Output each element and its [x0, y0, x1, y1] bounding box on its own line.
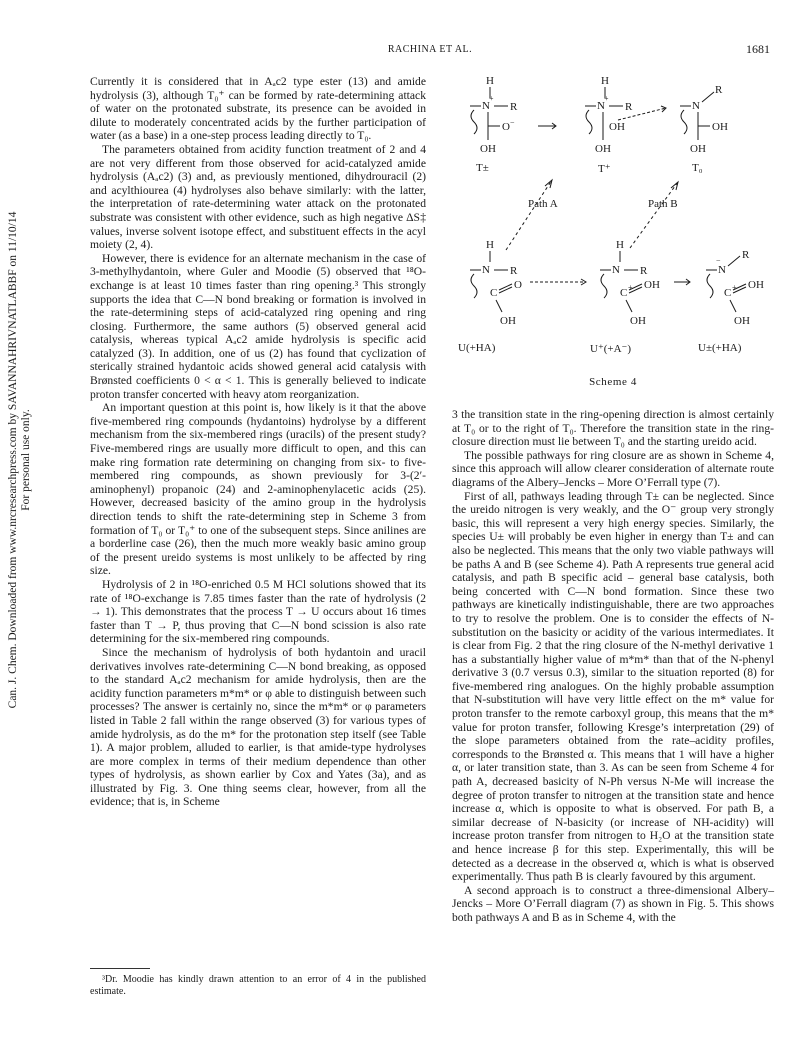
svg-text:H: H	[616, 239, 624, 251]
label-path-b: Path B	[648, 198, 678, 210]
svg-text:O: O	[502, 121, 510, 133]
arrow	[538, 123, 556, 129]
svg-text:R: R	[715, 84, 723, 96]
paragraph: However, there is evidence for an alternate mechanism in the case of 3-methylhydantoin, where Guler and Moodie (5) observed that ¹⁸O-exchange is at least 10 times faster than ring opening.³ This strongly supports the idea that C—N bond breaking or formation is involved in the rate-determining steps of acid-catalyzed ring opening and ring closing. Furthermore, the same authors (5) observed general acid catalysis, whereas typical Aₐc2 amide hydrolysis is specific acid catalyzed (3). In addition, one of us (2) has found that cyclization of sterically strained hydantoic acids showed general acid catalysis with Brønsted coefficients 0 < α < 1. This is generally believed to indicate proton transfer concerted with heavy atom reorganization.	[90, 251, 426, 401]
path-arrows	[506, 180, 678, 250]
structure-u-plus-minus	[706, 249, 764, 327]
page-header	[90, 44, 770, 60]
label-u-plus: U⁺(+A⁻)	[590, 343, 632, 355]
paragraph: Since the mechanism of hydrolysis of both hydantoin and uracil derivatives involves rate-determining C—N bond breaking, as opposed to the standard Aₐc2 mechanism for amide hydrolysis, then are the acidity function parameters m*m* or φ able to distinguish between such processes? The answer is certainly no, since the m*m* or φ parameters listed in Table 2 fall within the range observed (3) for various types of amide hydrolysis, as do the m* for the protonation step itself (see Table 1). A major problem, alluded to earlier, is that amide-type hydrolyses are more complex in terms of their medium dependence than other types of hydrolysis, as shown earlier by Cox and Yates (3a), and as illustrated by Fig. 3. One thing seems clear, however, from all the evidence; that is, in Scheme	[90, 645, 426, 809]
svg-text:H: H	[601, 75, 609, 87]
left-column	[90, 75, 426, 809]
running-title: RACHINA ET AL.	[387, 44, 473, 55]
label-path-a: Path A	[528, 198, 558, 210]
label-u: U(+HA)	[458, 342, 496, 354]
svg-text:−: −	[510, 118, 515, 127]
paragraph: First of all, pathways leading through T± can be neglected. Since the ureido nitrogen is very weakly, and the O⁻ group very strongly basic, this will represent a very high energy species. Similarly, the species U± will probably be even higher in energy than T± and can also be neglected. This means that the only two viable pathways will be paths A and B (see Scheme 4). Path A represents true general acid catalysis, and path B specific acid – general base catalysis, both being concerted with C—N bond formation. Since these two pathways are kinetically indistinguishable, there are two approaches to try to resolve the problem. One is to consider the effects of N-substitution on the basicity or acidity of the various intermediates. It is clear from Fig. 2 that the ring closure of the N-methyl derivative 1 has a substantially higher value of m*m* than that of the N-phenyl derivative 3 (0.7 versus 0.3), similar to the situation reported (8) for five-membered ring analogues. On the highly probable assumption that N-substitution will have very little effect on the m* value for proton transfer to the remote carboxyl group, this means that the m* value for proton transfer, following Kresge’s interpretation (29) of the slope parameters obtained from the rate–acidity profiles, corresponds to the Brønsted α. This means that 1 will have a higher α, or later transition state, than 3. As can be seen from Scheme 4 for path A, decreased basicity of N-Ph versus N-Me will increase the degree of proton transfer to nitrogen at the transition state and hence increase α, which is opposite to what is observed. For path B, a similar decrease of N-basicity (or increase of NH-acidity) will increase proton transfer from nitrogen to H₂O at the transition state and hence increase β for this step. Experimentally, this will be detected as a decrease in the observed α, which is what is observed experimentally. Thus path B is clearly favoured by this argument.	[452, 489, 774, 884]
svg-text:OH: OH	[748, 279, 764, 291]
paragraph: A second approach is to construct a three-dimensional Albery–Jencks – More O’Ferrall diagram (7) as shown in Fig. 5. This shows both pathways A and B as in Scheme 4, with the	[452, 883, 774, 924]
svg-text:H: H	[486, 239, 494, 251]
structure-t-plus	[585, 75, 666, 155]
svg-text:OH: OH	[690, 143, 706, 155]
svg-text:OH: OH	[500, 315, 516, 327]
download-watermark	[2, 211, 38, 709]
svg-text:N: N	[692, 100, 700, 112]
paragraph: An important question at this point is, how likely is it that the above five-membered ring compounds (hydantoins) hydrolyse by a different mechanism from the six-membered rings (uracils) of the present study? Five-membered rings are usually more difficult to open, and this can make ring formation rate determining on changing from six- to five-membered ring compounds, as shown previously for 3-(2′-aminophenyl) propanoic (24) and 2-aminophenylacetic acids (25). However, decreased basicity of the amino group in the hydrolysis direction tends to shift the rate-determining step in Scheme 3 from formation of T₀ or T₀⁺ to one of the subsequent steps. Since anilines are a borderline case (26), then the much more weakly basic amino group of the present ureido systems is most unlikely to be affected by ring size.	[90, 401, 426, 578]
svg-text:N: N	[597, 100, 605, 112]
structure-t0	[680, 84, 728, 155]
structure-t-plus-minus	[470, 75, 518, 155]
svg-text:−: −	[716, 256, 721, 265]
paragraph: 3 the transition state in the ring-opening direction is almost certainly at T₀ or to the right of T₀. Therefore the transition state in the ring-closure direction must lie between T₀ and the starting ureido acid.	[452, 408, 774, 449]
svg-text:OH: OH	[712, 121, 728, 133]
svg-text:C: C	[620, 287, 628, 299]
label-t0: T₀	[692, 162, 703, 174]
label-t-plus-minus: T±	[476, 162, 489, 174]
svg-text:OH: OH	[644, 279, 660, 291]
footnote: ³Dr. Moodie has kindly drawn attention to an error of 4 in the published estimate.	[90, 974, 426, 997]
svg-text:OH: OH	[734, 315, 750, 327]
download-watermark-text	[7, 212, 33, 709]
watermark-line-1: Can. J. Chem. Downloaded from www.nrcresearchpress.com by SAVANNAHRIVNATLABBF on 11/10/14	[7, 211, 19, 709]
svg-text:+: +	[732, 283, 737, 292]
svg-text:+: +	[604, 94, 609, 103]
path-a-arrowhead	[545, 180, 552, 188]
svg-text:N: N	[718, 264, 726, 276]
svg-text:N: N	[482, 100, 490, 112]
svg-text:R: R	[510, 101, 518, 113]
paragraph: The parameters obtained from acidity function treatment of 2 and 4 are not very different from those observed for acid-catalyzed amide hydrolysis (Aₐc2) (3) and, as previously mentioned, dihydrouracil (2) and acylthiourea (4) hydrolyses also behave similarly: with the latter, the interpretation of rate-determining water attack on the protonated substrate was consistent with other evidence, such as high negative ΔS‡ values, inverse solvent isotope effect, and substituent effects in the acyl moiety (2, 4).	[90, 142, 426, 252]
footnote-rule	[90, 968, 150, 969]
svg-text:R: R	[742, 249, 750, 261]
svg-text:OH: OH	[480, 143, 496, 155]
paragraph: The possible pathways for ring closure are as shown in Scheme 4, since this approach will allow clearer consideration of alternate route diagrams of the Albery–Jencks – More O’Ferrall type (7).	[452, 448, 774, 489]
structure-u	[470, 239, 586, 327]
svg-text:N: N	[612, 264, 620, 276]
svg-text:R: R	[640, 265, 648, 277]
svg-text:OH: OH	[609, 121, 625, 133]
watermark-line-2: For personal use only.	[20, 409, 32, 511]
scheme-caption: Scheme 4	[589, 376, 637, 388]
svg-text:R: R	[625, 101, 633, 113]
label-t-plus: T⁺	[598, 163, 611, 175]
svg-text:+: +	[628, 283, 633, 292]
svg-text:+: +	[489, 94, 494, 103]
label-u-plus-minus: U±(+HA)	[698, 342, 742, 354]
svg-text:N: N	[482, 264, 490, 276]
svg-text:OH: OH	[630, 315, 646, 327]
paragraph: Currently it is considered that in Aₐc2 type ester (13) and amide hydrolysis (3), although T₀⁺ can be formed by rate-determining attack of water on the protonated substrate, its presence can be avoided in dilute to moderately concentrated acids by the further participation of water (as a base) in a one-step process leading directly to T₀.	[90, 75, 426, 143]
svg-text:OH: OH	[595, 143, 611, 155]
right-column	[452, 408, 774, 925]
scheme-4-structures	[452, 70, 774, 370]
svg-text:R: R	[510, 265, 518, 277]
page-number: 1681	[746, 42, 770, 56]
svg-text:C: C	[724, 287, 732, 299]
svg-text:O: O	[514, 279, 522, 291]
path-b-arrowhead	[671, 182, 678, 190]
structure-u-plus	[600, 239, 690, 327]
scheme-4-figure	[452, 70, 774, 400]
paragraph: Hydrolysis of 2 in ¹⁸O-enriched 0.5 M HCl solutions showed that its rate of ¹⁸O-exchange is 7.85 times faster than the rate of hydrolysis (2 → 1). This demonstrates that the process T → U occurs about 16 times faster than T → P, thus proving that C—N bond scission is also rate determining for the six-membered ring compounds.	[90, 577, 426, 646]
svg-text:C: C	[490, 287, 498, 299]
svg-text:H: H	[486, 75, 494, 87]
